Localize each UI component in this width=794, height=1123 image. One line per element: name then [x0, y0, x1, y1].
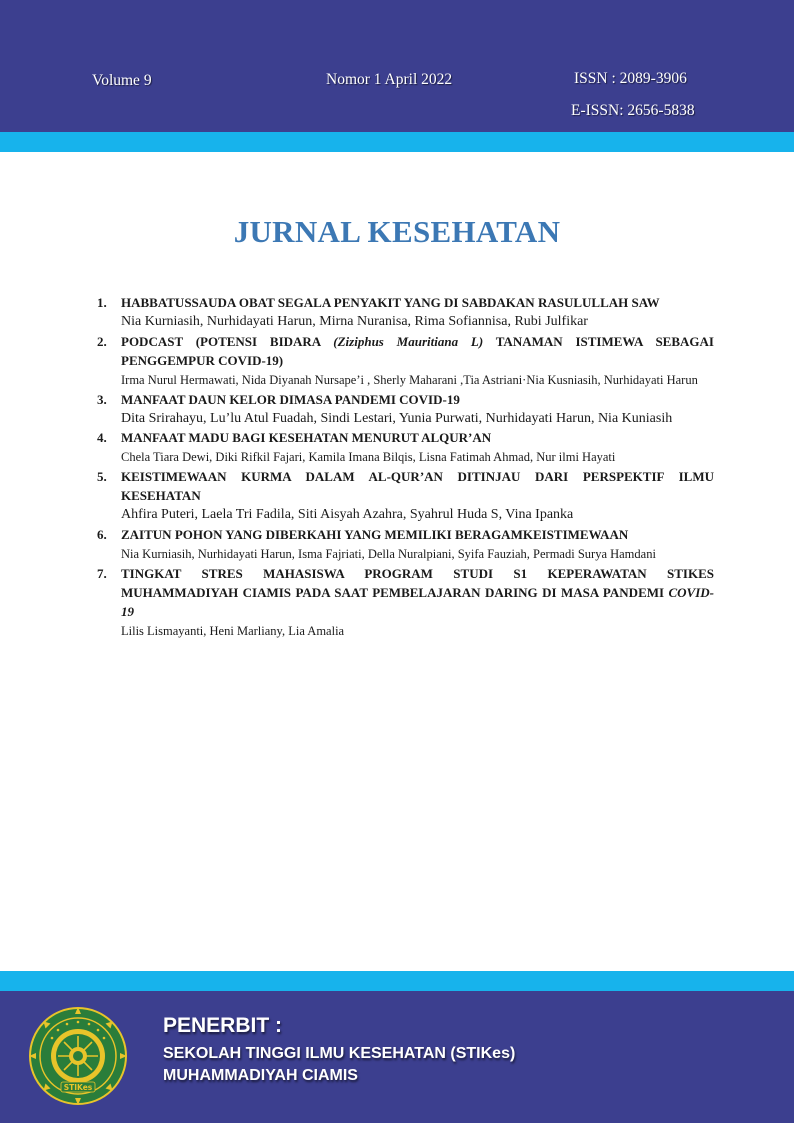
- article-title: HABBATUSSAUDA OBAT SEGALA PENYAKIT YANG DI SABDAKAN RASULULLAH SAW: [121, 295, 660, 310]
- stikes-logo-icon: [28, 1006, 128, 1106]
- footer-stripe: [0, 971, 794, 991]
- article-item: [97, 564, 714, 641]
- publisher-name-line2: MUHAMMADIYAH CIAMIS: [163, 1067, 358, 1084]
- article-item: [97, 293, 714, 332]
- article-authors: Nia Kurniasih, Nurhidayati Harun, Isma Fajriati, Della Nuralpiani, Syifa Fauziah, Permadi Surya Hamdani: [121, 546, 656, 561]
- article-list: [97, 293, 714, 641]
- article-title: ZAITUN POHON YANG DIBERKAHI YANG MEMILIKI BERAGAMKEISTIMEWAAN: [121, 526, 629, 542]
- article-authors: Chela Tiara Dewi, Diki Rifkil Fajari, Kamila Imana Bilqis, Lisna Fatimah Ahmad, Nur ilmi Hayati: [121, 450, 616, 464]
- article-item: [97, 390, 714, 429]
- article-authors: Lilis Lismayanti, Heni Marliany, Lia Amalia: [121, 623, 345, 638]
- article-number: 2.: [97, 333, 107, 349]
- article-number: 3.: [97, 391, 107, 407]
- article-title: KEISTIMEWAAN KURMA DALAM AL-QUR’AN DITINJAU DARI PERSPEKTIF ILMU KESEHATAN: [121, 469, 714, 503]
- article-title: TINGKAT STRES MAHASISWA PROGRAM STUDI S1 KEPERAWATAN STIKES MUHAMMADIYAH CIAMIS PADA SAAT PEMBELAJARAN DARING DI MASA PANDEMI COVID-19: [121, 565, 714, 619]
- article-number: 1.: [97, 295, 107, 310]
- article-number: 5.: [97, 469, 107, 484]
- article-item: [97, 332, 714, 390]
- publisher-name-line1: SEKOLAH TINGGI ILMU KESEHATAN (STIKes): [163, 1045, 516, 1062]
- article-item: [97, 525, 714, 564]
- article-title: PODCAST (POTENSI BIDARA (Ziziphus Mauritiana L) TANAMAN ISTIMEWA SEBAGAI PENGGEMPUR COVID-19): [121, 333, 714, 368]
- article-title: MANFAAT DAUN KELOR DIMASA PANDEMI COVID-19: [121, 391, 460, 407]
- article-number: 6.: [97, 526, 107, 542]
- article-item: [97, 428, 714, 467]
- article-authors: Nia Kurniasih, Nurhidayati Harun, Mirna Nuranisa, Rima Sofiannisa, Rubi Julfikar: [121, 314, 588, 329]
- issue-label: Nomor 1 April 2022: [326, 71, 453, 88]
- article-authors: Ahfira Puteri, Laela Tri Fadila, Siti Aisyah Azahra, Syahrul Huda S, Vina Ipanka: [121, 507, 574, 522]
- article-number: 7.: [97, 565, 107, 581]
- article-number: 4.: [97, 430, 107, 445]
- article-authors: Irma Nurul Hermawati, Nida Diyanah Nursape’i , Sherly Maharani ,Tia Astriani·Nia Kusniasih, Nurhidayati Harun: [121, 372, 698, 387]
- article-item: [97, 467, 714, 525]
- publisher-heading: PENERBIT :: [163, 1014, 283, 1037]
- header-stripe: [0, 132, 794, 152]
- journal-title: JURNAL KESEHATAN: [233, 214, 561, 249]
- article-authors: Dita Srirahayu, Lu’lu Atul Fuadah, Sindi Lestari, Yunia Purwati, Nurhidayati Harun, Nia Kuniasih: [121, 410, 673, 426]
- eissn-label: E-ISSN: 2656-5838: [571, 102, 695, 119]
- article-title: MANFAAT MADU BAGI KESEHATAN MENURUT ALQUR’AN: [121, 430, 492, 445]
- issn-label: ISSN : 2089-3906: [574, 70, 687, 87]
- volume-label: Volume 9: [92, 72, 152, 89]
- logo-text: STIKes: [63, 1083, 93, 1092]
